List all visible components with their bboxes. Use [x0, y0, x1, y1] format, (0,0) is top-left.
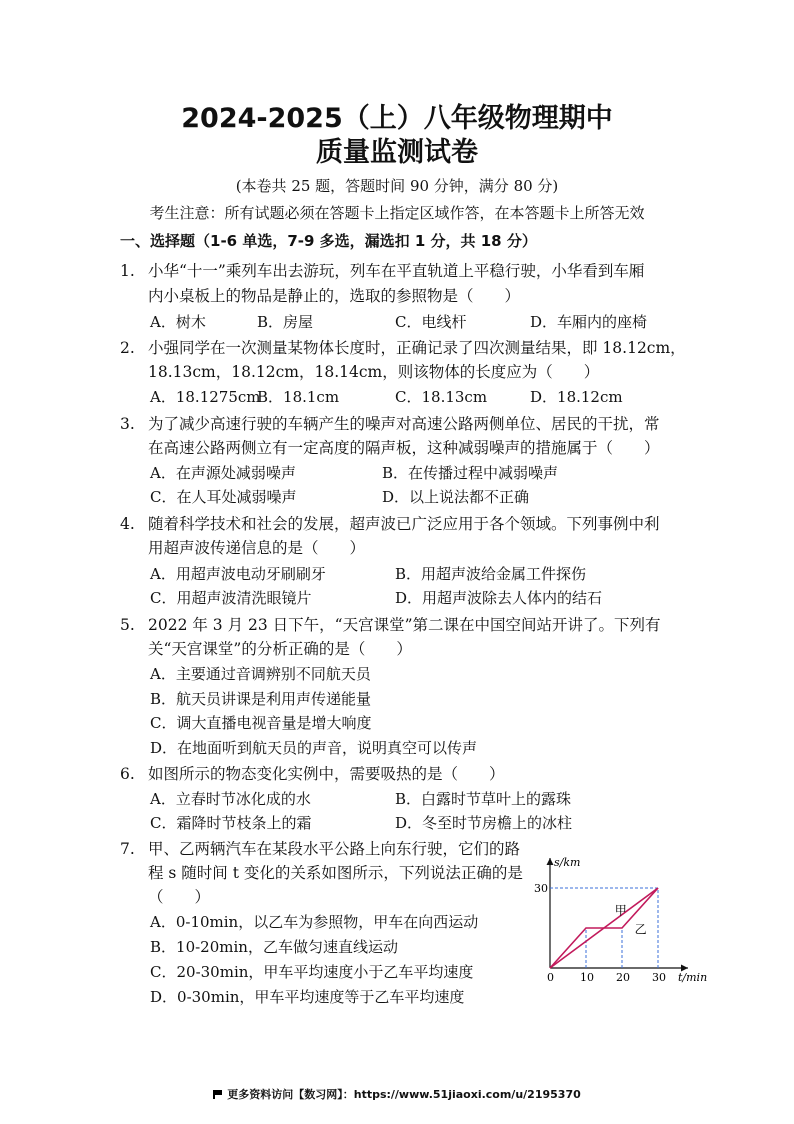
- option: C．在人耳处减弱噪声: [150, 488, 297, 506]
- option: B．房屋: [257, 313, 314, 331]
- question-number: 3.: [120, 415, 135, 433]
- question-number: 6.: [120, 765, 135, 783]
- option: B．用超声波给金属工件探伤: [395, 565, 587, 583]
- option: A．立春时节冰化成的水: [150, 790, 311, 808]
- page-title-line-1: 2024-2025（上）八年级物理期中: [181, 103, 613, 134]
- option: B．在传播过程中减弱噪声: [382, 464, 559, 482]
- question-text: 用超声波传递信息的是（ ）: [148, 539, 366, 557]
- question-text: 随着科学技术和社会的发展，超声波已广泛应用于各个领域。下列事例中利: [148, 515, 660, 533]
- question-text: 关“天宫课堂”的分析正确的是（ ）: [148, 640, 412, 658]
- question-text: 小华“十一”乘列车出去游玩，列车在平直轨道上平稳行驶，小华看到车厢: [148, 262, 645, 280]
- question-number: 2.: [120, 339, 135, 357]
- option: C．用超声波清洗眼镜片: [150, 589, 312, 607]
- question-number: 5.: [120, 616, 135, 634]
- question-number: 7.: [120, 840, 135, 858]
- option-line: B．10-20min，乙车做匀速直线运动: [150, 938, 398, 956]
- section-heading: 一、选择题（1-6 单选，7-9 多选，漏选扣 1 分，共 18 分）: [120, 232, 537, 250]
- question-text: （ ）: [148, 888, 211, 906]
- footer: [0, 1086, 794, 1102]
- question-number: 1.: [120, 262, 135, 280]
- question-text: 为了减少高速行驶的车辆产生的噪声对高速公路两侧单位、居民的干扰，常: [148, 415, 660, 433]
- option: C．霜降时节枝条上的霜: [150, 814, 312, 832]
- flag-icon: [213, 1090, 223, 1099]
- option: D．车厢内的座椅: [530, 313, 648, 331]
- y-axis-label: s/km: [554, 856, 581, 869]
- x-tick-label: 20: [616, 971, 630, 984]
- page-title-line-2: 质量监测试卷: [316, 137, 478, 168]
- question-text: 内小桌板上的物品是静止的，选取的参照物是（ ）: [148, 287, 521, 305]
- option: D．18.12cm: [530, 388, 623, 406]
- option: B．18.1cm: [257, 388, 340, 406]
- x-tick-label: 10: [580, 971, 594, 984]
- x-axis-label: t/min: [678, 971, 708, 984]
- question-text: 小强同学在一次测量某物体长度时，正确记录了四次测量结果，即 18.12cm，: [148, 339, 686, 357]
- exam-notice: 考生注意：所有试题必须在答题卡上指定区域作答，在本答题卡上所答无效: [149, 204, 645, 222]
- x-tick-label: 0: [547, 971, 554, 984]
- x-tick-label: 30: [652, 971, 666, 984]
- option-line: C．调大直播电视音量是增大响度: [150, 714, 372, 732]
- question-number: 4.: [120, 515, 135, 533]
- option: C．18.13cm: [395, 388, 488, 406]
- option: D．用超声波除去人体内的结石: [395, 589, 603, 607]
- option: C．电线杆: [395, 313, 467, 331]
- option-line: A．0-10min，以乙车为参照物，甲车在向西运动: [150, 913, 479, 931]
- option-line: C．20-30min，甲车平均速度小于乙车平均速度: [150, 963, 474, 981]
- question-text: 18.13cm，18.12cm，18.14cm，则该物体的长度应为（ ）: [148, 363, 600, 381]
- distance-time-chart: [530, 848, 720, 988]
- option: D．以上说法都不正确: [382, 488, 530, 506]
- option-line: A．主要通过音调辨别不同航天员: [150, 665, 371, 683]
- exam-meta: (本卷共 25 题，答题时间 90 分钟，满分 80 分): [235, 177, 559, 195]
- question-text: 在高速公路两侧立有一定高度的隔声板，这种减弱噪声的措施属于（ ）: [148, 439, 660, 457]
- footer-text: 更多资料访问【数习网】：https://www.51jiaoxi.com/u/2195370: [227, 1088, 581, 1101]
- question-text: 如图所示的物态变化实例中，需要吸热的是（ ）: [148, 765, 505, 783]
- question-text: 甲、乙两辆汽车在某段水平公路上向东行驶，它们的路: [148, 840, 521, 858]
- y-tick-label: 30: [534, 882, 548, 895]
- option: A．用超声波电动牙刷刷牙: [150, 565, 326, 583]
- option: D．冬至时节房檐上的冰柱: [395, 814, 573, 832]
- option-line: D．0-30min，甲车平均速度等于乙车平均速度: [150, 988, 465, 1006]
- series-label: 甲: [614, 903, 627, 918]
- option: B．白露时节草叶上的露珠: [395, 790, 572, 808]
- option: A．在声源处减弱噪声: [150, 464, 296, 482]
- option-line: B．航天员讲课是利用声传递能量: [150, 690, 372, 708]
- option-line: D．在地面听到航天员的声音，说明真空可以传声: [150, 739, 478, 757]
- series-label: 乙: [634, 922, 647, 937]
- question-text: 2022 年 3 月 23 日下午，“天宫课堂”第二课在中国空间站开讲了。下列有: [148, 616, 661, 634]
- option: A．树木: [150, 313, 206, 331]
- option: A．18.1275cm: [150, 388, 261, 406]
- question-text: 程 s 随时间 t 变化的关系如图所示，下列说法正确的是: [148, 864, 523, 882]
